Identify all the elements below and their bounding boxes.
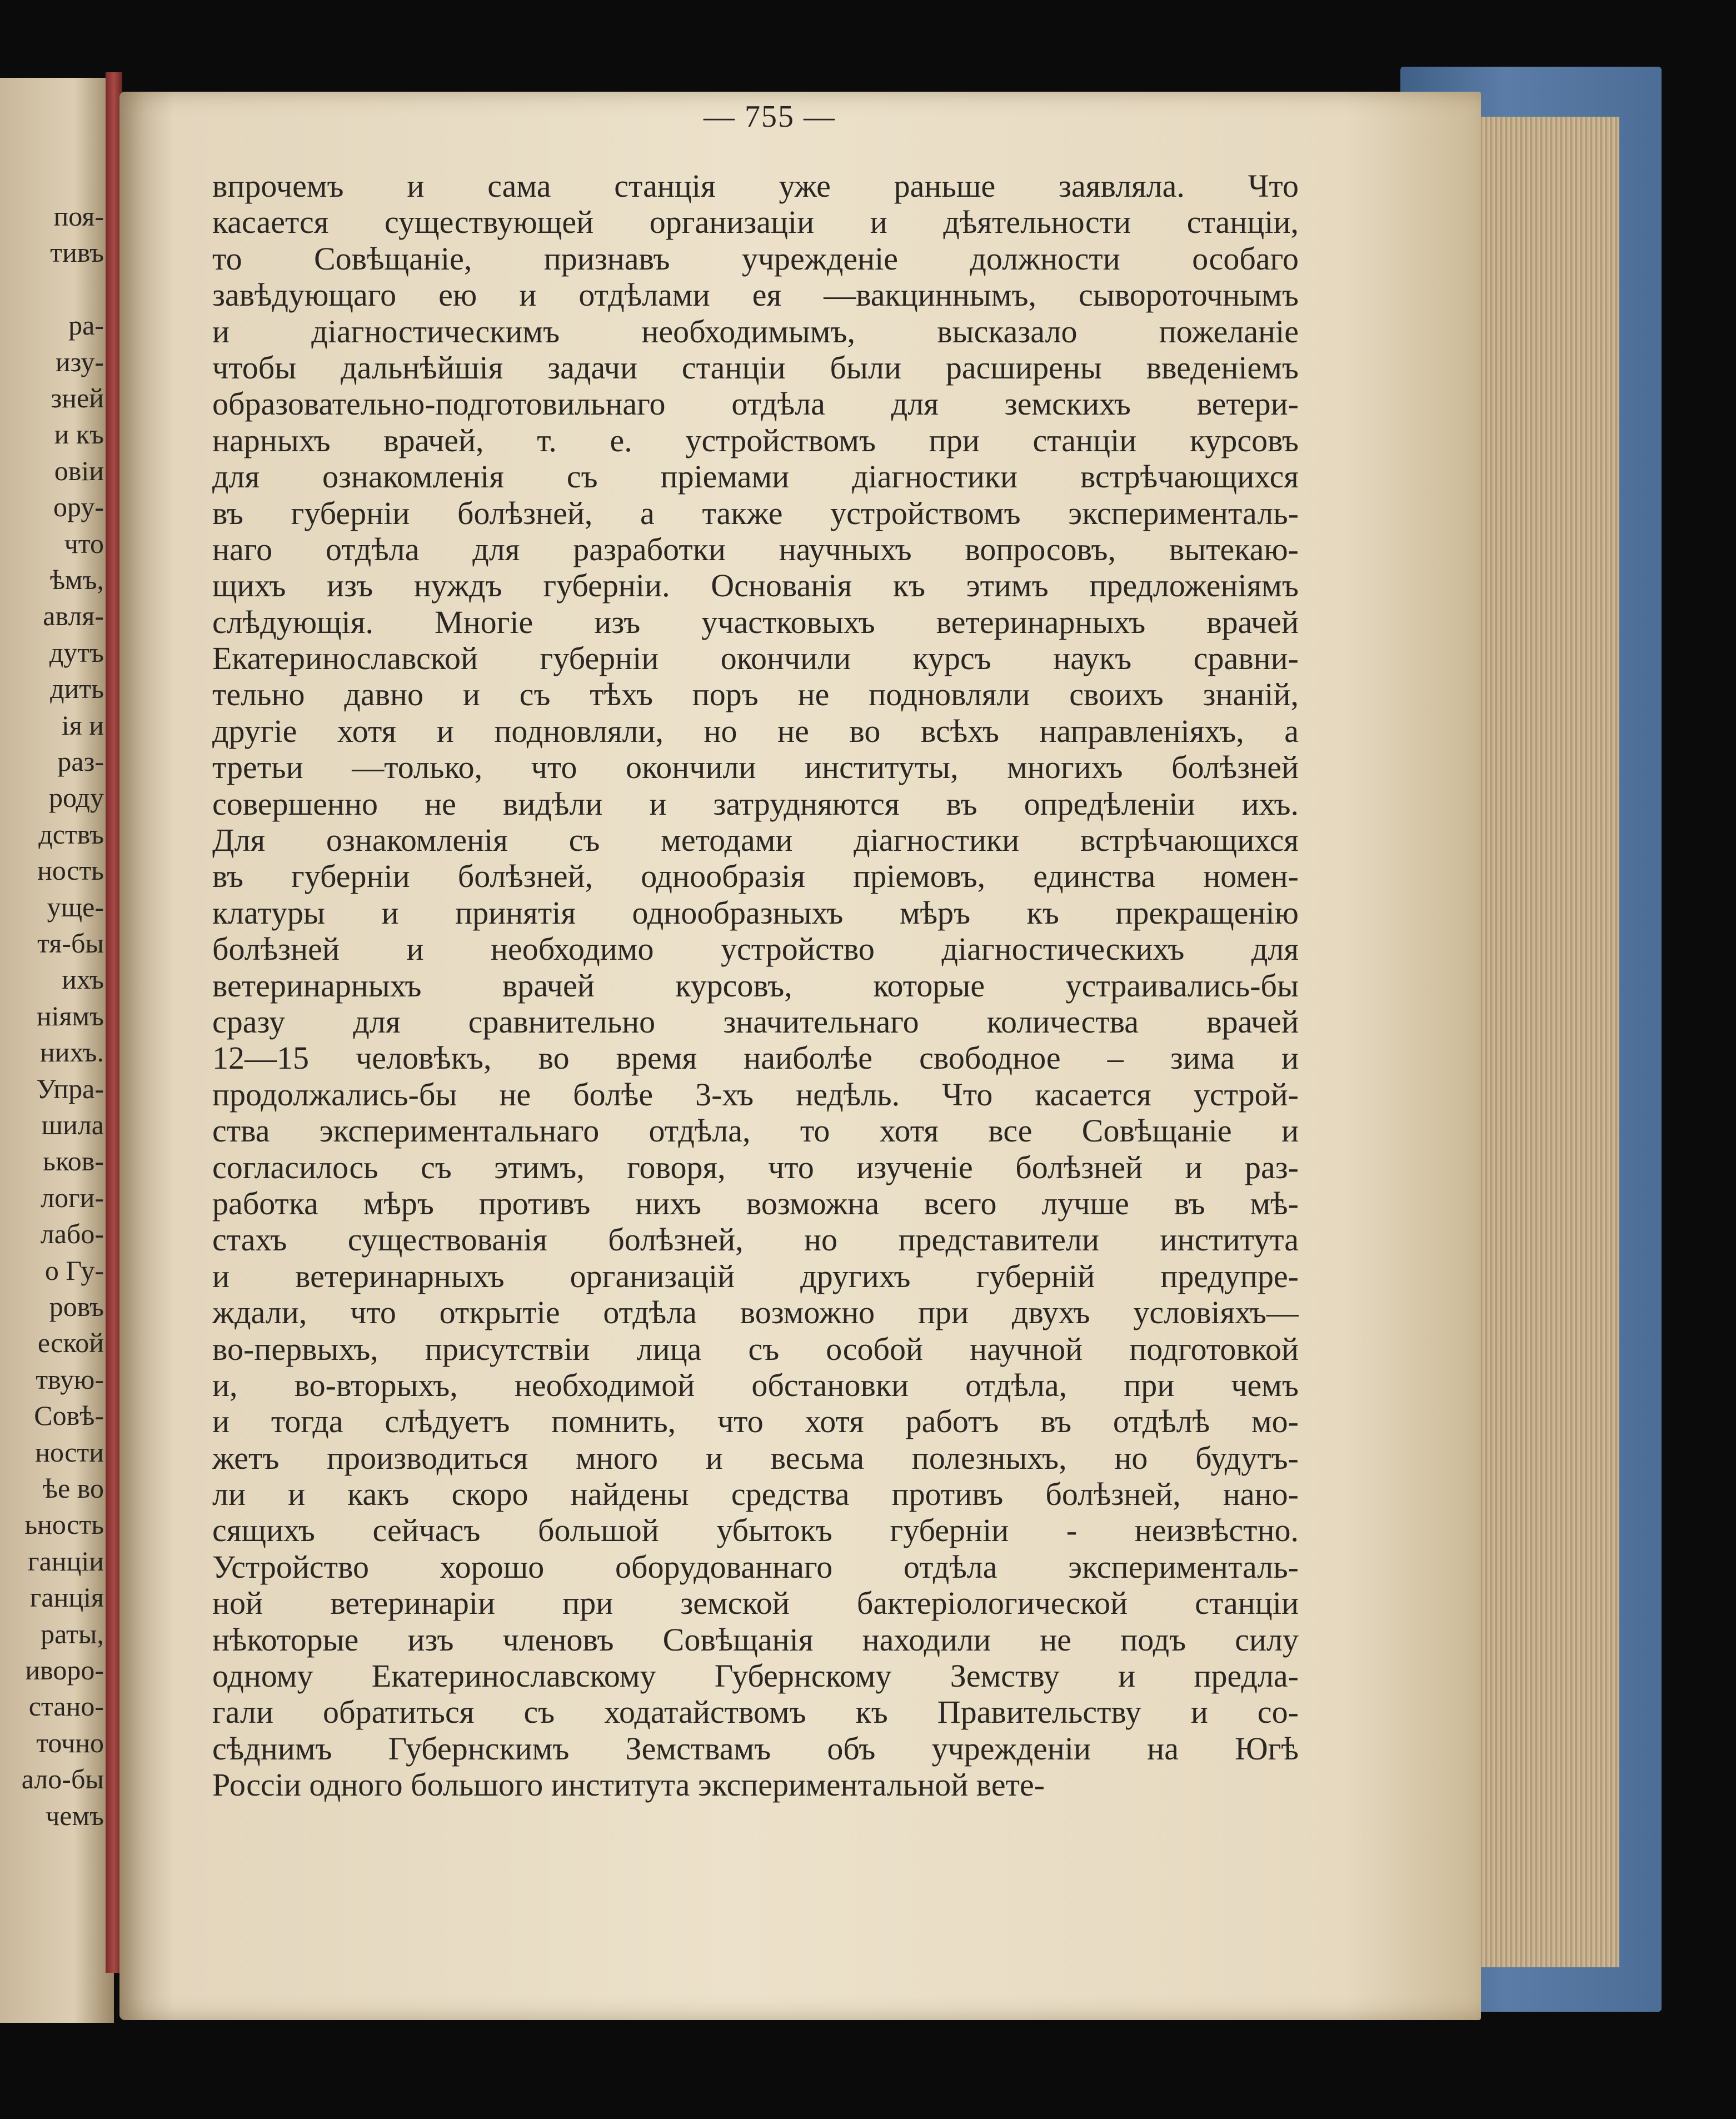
left-page-fragment: твую-: [36, 1363, 104, 1395]
left-page-fragment: ору-: [53, 491, 104, 523]
text-line: наго отдѣла для разработки научныхъ вопросовъ, вытекаю-: [212, 531, 1299, 567]
text-line: и, во-вторыхъ, необходимой обстановки отдѣла, при чемъ: [212, 1367, 1299, 1403]
text-line: одному Екатеринославскому Губернскому Земству и предла-: [212, 1658, 1299, 1694]
text-line: стахъ существованія болѣзней, но представители института: [212, 1221, 1299, 1258]
left-page-fragment: лабо-: [40, 1218, 104, 1250]
left-page-fragment: дствъ: [38, 818, 104, 850]
left-page-fragment: ности: [35, 1436, 104, 1468]
left-page-fragment: о Гу-: [44, 1254, 104, 1286]
text-line: ства экспериментальнаго отдѣла, то хотя все Совѣщаніе и: [212, 1113, 1299, 1149]
text-line: впрочемъ и сама станція уже раньше заявляла. Что: [212, 168, 1299, 204]
text-line: Для ознакомленія съ методами діагностики встрѣчающихся: [212, 822, 1299, 859]
text-line: щихъ изъ нуждъ губерніи. Основанія къ этимъ предложеніямъ: [212, 567, 1299, 604]
text-line: клатуры и принятія однообразныхъ мѣръ къ прекращенію: [212, 894, 1299, 931]
left-page-fragment: ность: [37, 855, 104, 886]
left-page-fragment: ніямъ: [36, 1000, 104, 1031]
left-page-fragment: роду: [49, 782, 104, 814]
left-page-fragment: тя-бы: [37, 928, 104, 959]
left-page-fragment: авля-: [43, 600, 104, 632]
left-page-fragment: ѣмъ,: [49, 564, 104, 595]
text-line: и тогда слѣдуетъ помнить, что хотя работъ въ отдѣлѣ мо-: [212, 1403, 1299, 1440]
left-page-fragment: ровъ: [49, 1291, 104, 1322]
previous-page: [0, 78, 114, 2023]
left-page-fragment: что: [64, 527, 104, 559]
left-page-fragment: нихъ.: [40, 1036, 104, 1068]
text-line: касается существующей организаціи и дѣятельности станціи,: [212, 204, 1299, 241]
text-line: другіе хотя и подновляли, но не во всѣхъ направленіяхъ, а: [212, 712, 1299, 749]
text-line: сѣднимъ Губернскимъ Земствамъ объ учрежденіи на Югѣ: [212, 1730, 1299, 1767]
left-page-fragment: ьность: [24, 1509, 104, 1540]
left-page-fragment: раты,: [41, 1618, 104, 1649]
left-page-fragment: иворо-: [25, 1654, 104, 1686]
left-page-fragment: еской: [37, 1327, 104, 1359]
left-page-fragment: поя-: [53, 201, 104, 232]
left-page-fragment: раз-: [57, 746, 104, 777]
text-line: слѣдующія. Многіе изъ участковыхъ ветеринарныхъ врачей: [212, 604, 1299, 640]
text-line: продолжались-бы не болѣе 3-хъ недѣль. Что касается устрой-: [212, 1076, 1299, 1113]
text-line: образовательно-подготовильнаго отдѣла для земскихъ ветери-: [212, 386, 1299, 422]
text-line: въ губерніи болѣзней, а также устройствомъ эксперименталь-: [212, 495, 1299, 531]
text-line: гали обратиться съ ходатайствомъ къ Правительству и со-: [212, 1694, 1299, 1731]
text-line: 12—15 человѣкъ, во время наиболѣе свободное – зима и: [212, 1040, 1299, 1076]
left-page-fragment: ія и: [61, 709, 104, 741]
left-page-fragment: овіи: [54, 455, 104, 486]
text-line: нарныхъ врачей, т. е. устройствомъ при станціи курсовъ: [212, 422, 1299, 458]
text-line: ли и какъ скоро найдены средства противъ болѣзней, нано-: [212, 1476, 1299, 1513]
text-line: сразу для сравнительно значительнаго количества врачей: [212, 1003, 1299, 1040]
left-page-fragment: ихъ: [62, 964, 104, 995]
left-page-fragment: Упра-: [36, 1073, 104, 1104]
text-line: третьи —только, что окончили институты, многихъ болѣзней: [212, 749, 1299, 786]
text-line: Устройство хорошо оборудованнаго отдѣла эксперименталь-: [212, 1548, 1299, 1585]
left-page-fragment: тивъ: [50, 237, 104, 268]
text-line: чтобы дальнѣйшія задачи станціи были расширены введеніемъ: [212, 349, 1299, 386]
text-line: то Совѣщаніе, признавъ учрежденіе должности особаго: [212, 240, 1299, 277]
left-page-fragment: чемъ: [46, 1799, 104, 1831]
text-line: совершенно не видѣли и затрудняются въ опредѣленіи ихъ.: [212, 785, 1299, 822]
page-number: — 755 —: [704, 99, 836, 134]
left-page-fragment: ьков-: [43, 1145, 104, 1177]
left-page-fragment: изу-: [55, 346, 104, 377]
left-page-fragment: ѣе во: [42, 1473, 104, 1504]
left-page-fragment: дутъ: [49, 636, 104, 668]
left-page-fragment: точно: [36, 1727, 104, 1758]
left-page-fragment: ра-: [68, 310, 104, 341]
text-line: Екатеринославской губерніи окончили курсъ наукъ сравни-: [212, 640, 1299, 677]
text-line: тельно давно и съ тѣхъ поръ не подновляли своихъ знаній,: [212, 676, 1299, 713]
text-line: ной ветеринаріи при земской бактеріологической станціи: [212, 1585, 1299, 1622]
left-page-fragment: уще-: [47, 891, 104, 923]
left-page-fragment: ганція: [29, 1582, 104, 1613]
text-line: работка мѣръ противъ нихъ возможна всего лучше въ мѣ-: [212, 1185, 1299, 1221]
text-line: и діагностическимъ необходимымъ, высказало пожеланіе: [212, 313, 1299, 350]
left-page-fragment: ало-бы: [21, 1763, 104, 1795]
text-line: нѣкоторые изъ членовъ Совѣщанія находили не подъ силу: [212, 1621, 1299, 1658]
left-page-fragment: логи-: [41, 1181, 104, 1213]
text-line: и ветеринарныхъ организацій другихъ губерній предупре-: [212, 1258, 1299, 1294]
text-line: завѣдующаго ею и отдѣлами ея —вакциннымъ, сывороточнымъ: [212, 277, 1299, 313]
left-page-fragment: Совѣ-: [34, 1400, 104, 1432]
left-page-fragment: и къ: [54, 418, 104, 450]
text-line: ветеринарныхъ врачей курсовъ, которые устраивались-бы: [212, 967, 1299, 1004]
text-line: во-первыхъ, присутствіи лица съ особой научной подготовкой: [212, 1330, 1299, 1367]
text-line: для ознакомленія съ пріемами діагностики встрѣчающихся: [212, 458, 1299, 495]
left-page-fragment: ганціи: [28, 1545, 104, 1577]
text-line: ждали, что открытіе отдѣла возможно при двухъ условіяхъ—: [212, 1294, 1299, 1331]
text-line: согласилось съ этимъ, говоря, что изученіе болѣзней и раз-: [212, 1149, 1299, 1185]
text-line: Россіи одного большого института экспериментальной вете-: [212, 1767, 1045, 1803]
text-line: сящихъ сейчасъ большой убытокъ губерніи - неизвѣстно.: [212, 1512, 1299, 1549]
text-line: въ губерніи болѣзней, однообразія пріемовъ, единства номен-: [212, 858, 1299, 895]
left-page-fragment: дить: [50, 673, 104, 705]
text-line: жетъ производиться много и весьма полезныхъ, но будутъ-: [212, 1439, 1299, 1476]
page-text: [212, 168, 1299, 1803]
text-line: болѣзней и необходимо устройство діагностическихъ для: [212, 931, 1299, 968]
left-page-fragment: шила: [41, 1109, 104, 1140]
left-page-fragment: стано-: [28, 1691, 104, 1722]
left-page-fragment: зней: [51, 382, 104, 413]
